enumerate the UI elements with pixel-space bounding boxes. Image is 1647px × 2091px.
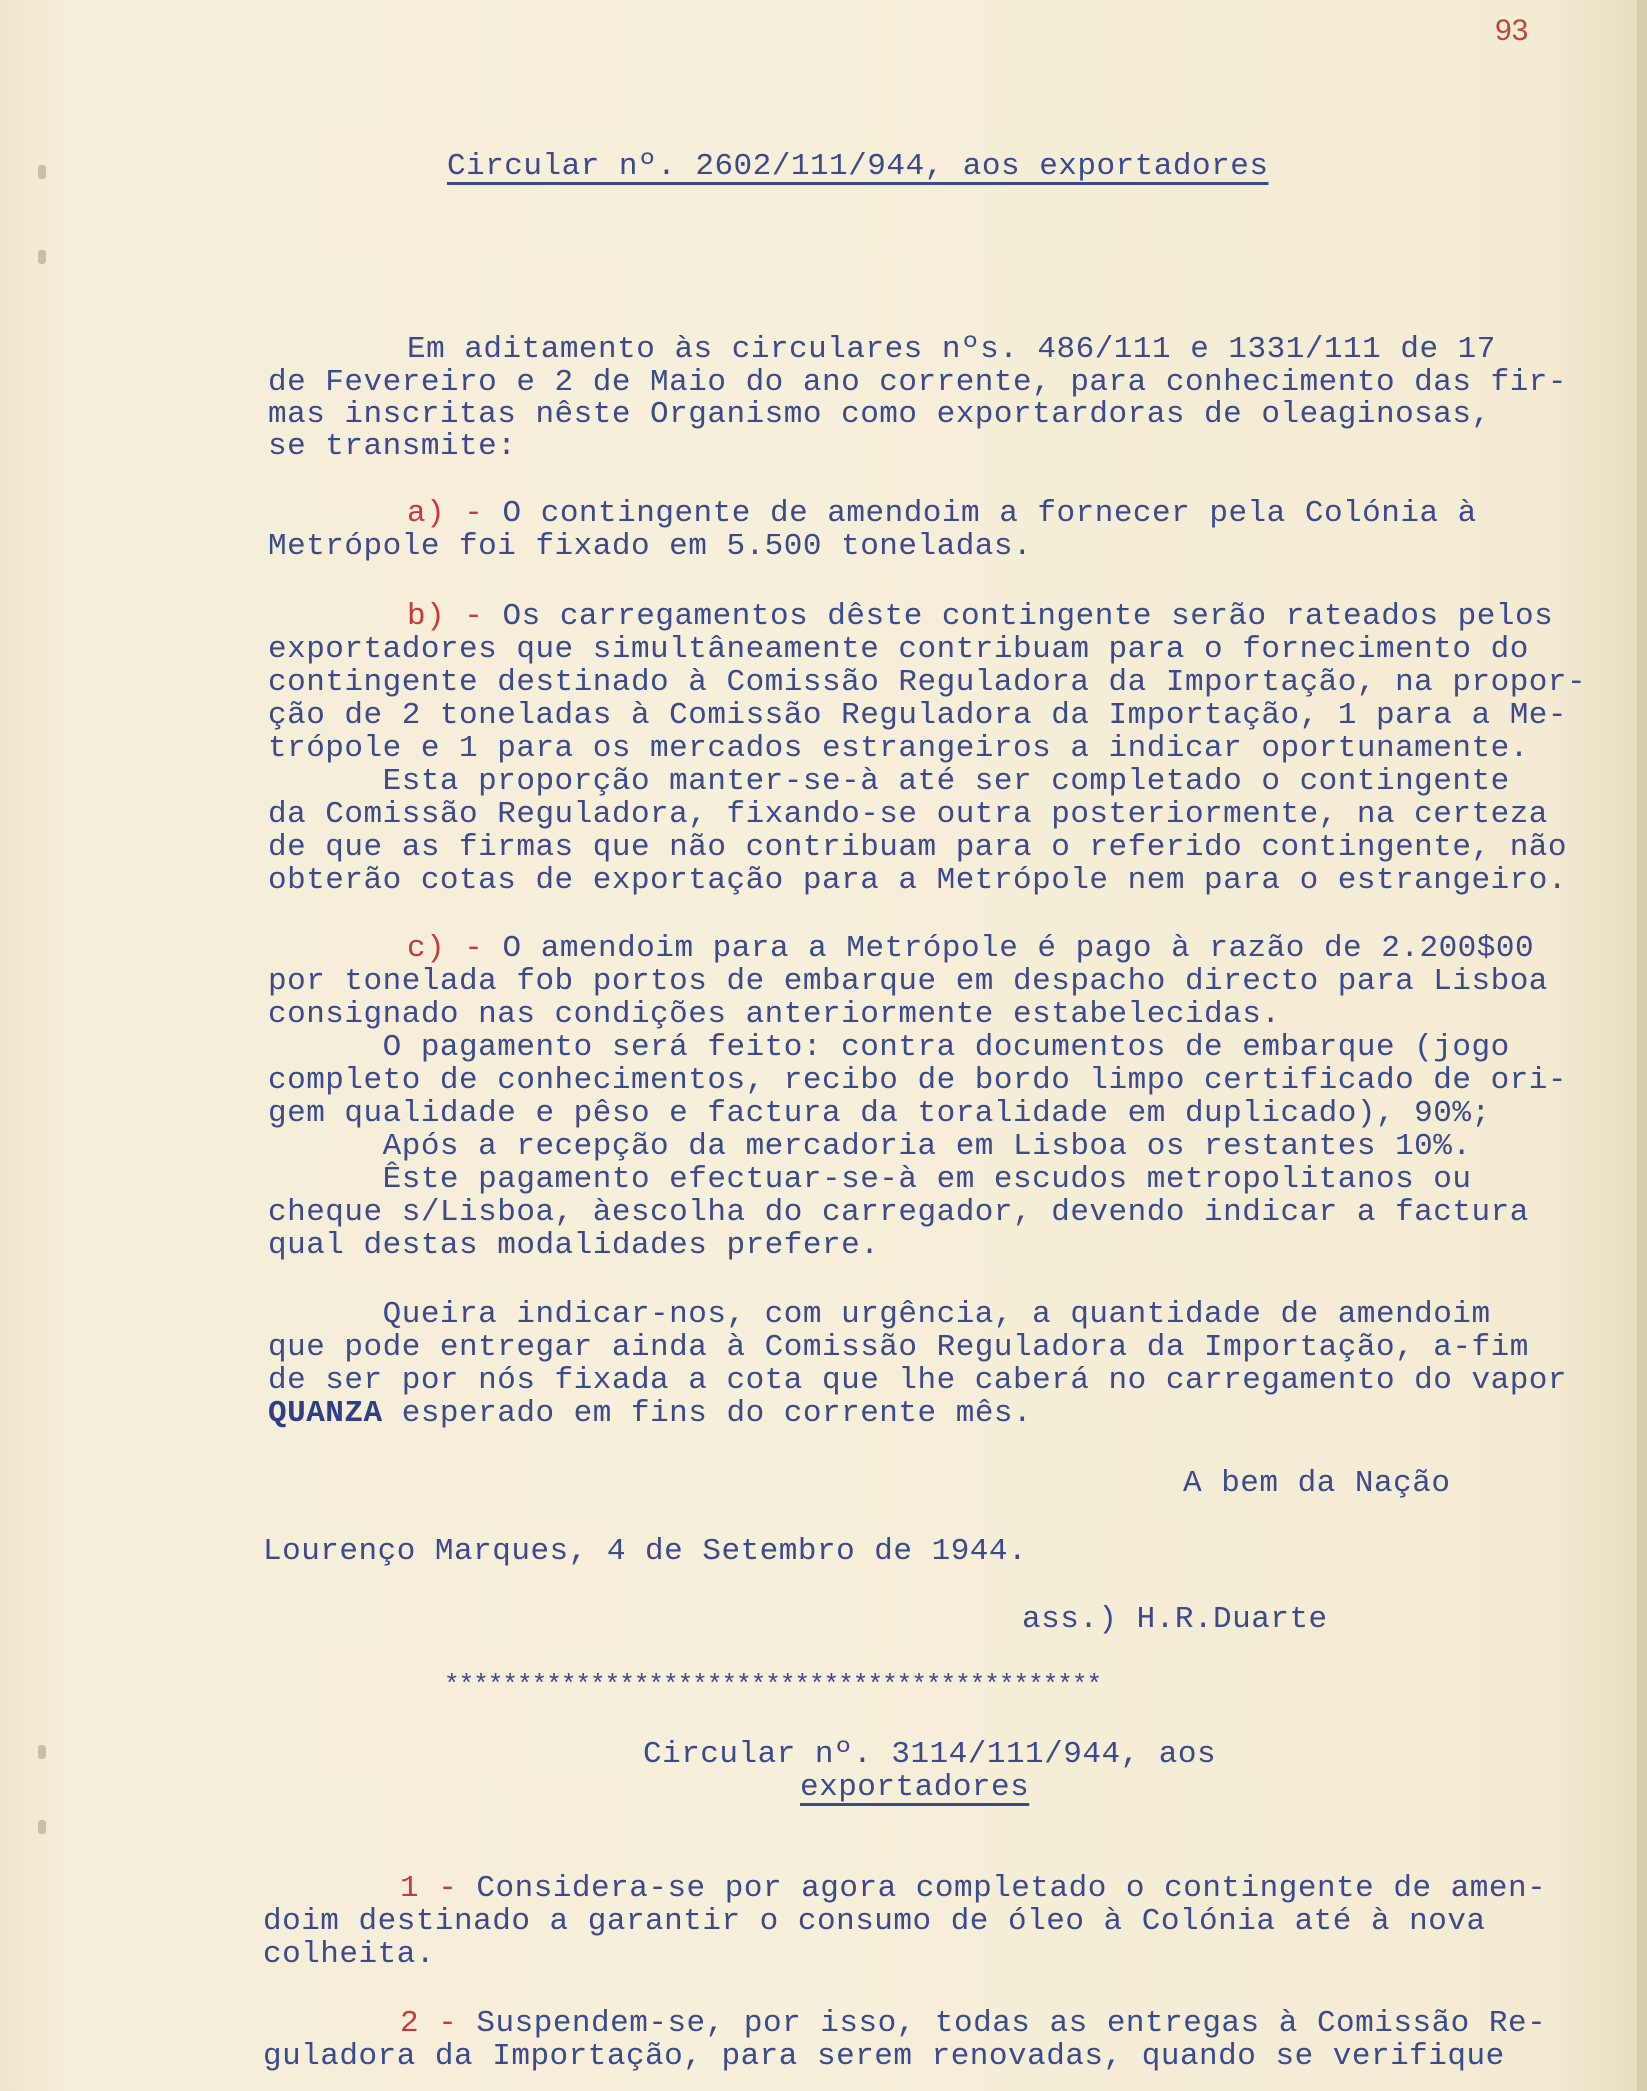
item-b-line: obterão cotas de exportação para a Metrópole nem para o estrangeiro. [268, 863, 1568, 898]
page-number: 93 [1495, 14, 1529, 47]
item-a-line: Metrópole foi fixado em 5.500 toneladas. [268, 529, 1033, 564]
intro-line: Em aditamento às circulares nºs. 486/111 e 1331/111 de 17 [407, 332, 1496, 367]
item-b-line: de que as firmas que não contribuam para o referido contingente, não [268, 830, 1568, 865]
item-b-line: exportadores que simultâneamente contribuam para o fornecimento do [268, 632, 1529, 667]
item-c-line: Êste pagamento efectuar-se-à em escudos metropolitanos ou [268, 1162, 1472, 1197]
salutation: A bem da Nação [1183, 1466, 1451, 1501]
item-b-line: trópole e 1 para os mercados estrangeiros a indicar oportunamente. [268, 731, 1529, 766]
circular2-title: Circular nº. 3114/111/944, aos [643, 1737, 1217, 1772]
item-c-line: Após a recepção da mercadoria em Lisboa os restantes 10%. [268, 1129, 1472, 1164]
intro-line: mas inscritas nêste Organismo como exportardoras de oleaginosas, [268, 397, 1491, 432]
item-2-line: guladora da Importação, para serem renovadas, quando se verifique [263, 2039, 1505, 2074]
item-1-label: 1 - [400, 1871, 458, 1906]
intro-line: se transmite: [268, 429, 517, 464]
item-1-first-line: 1 - Considera-se por agora completado o contingente de amen- [400, 1871, 1547, 1906]
item-b-line: contingente destinado à Comissão Reguladora da Importação, na propor- [268, 665, 1587, 700]
item-1-line: colheita. [263, 1937, 435, 1972]
item-c-line: gem qualidade e pêso e factura da toralidade em duplicado), 90%; [268, 1096, 1491, 1131]
item-c-line: por tonelada fob portos de embarque em despacho directo para Lisboa [268, 964, 1548, 999]
signature: ass.) H.R.Duarte [1022, 1602, 1328, 1637]
circular2-title-underlined: exportadores [800, 1770, 1030, 1805]
closing-line: de ser por nós fixada a cota que lhe caberá no carregamento do vapor [268, 1363, 1568, 1398]
item-b-first-line: b) - Os carregamentos dêste contingente serão rateados pelos [407, 599, 1554, 634]
closing-last-line: QUANZA esperado em fins do corrente mês. [268, 1396, 1033, 1431]
item-2-first-line: 2 - Suspendem-se, por isso, todas as entregas à Comissão Re- [400, 2006, 1547, 2041]
item-b-label: b) - [407, 599, 484, 634]
place-date: Lourenço Marques, 4 de Setembro de 1944. [263, 1534, 1028, 1569]
closing-line: que pode entregar ainda à Comissão Reguladora da Importação, a-fim [268, 1330, 1529, 1365]
item-b-line: da Comissão Reguladora, fixando-se outra posteriormente, na certeza [268, 797, 1548, 832]
item-c-first-line: c) - O amendoim para a Metrópole é pago à razão de 2.200$00 [407, 931, 1535, 966]
item-a-label: a) - [407, 496, 484, 531]
closing-line: Queira indicar-nos, com urgência, a quantidade de amendoim [268, 1297, 1491, 1332]
item-b-line: ção de 2 toneladas à Comissão Reguladora da Importação, 1 para a Me- [268, 698, 1568, 733]
item-c-line: qual destas modalidades prefere. [268, 1228, 880, 1263]
separator: ********************************************* [444, 1670, 1102, 1700]
item-c-label: c) - [407, 931, 484, 966]
item-c-line: cheque s/Lisboa, àescolha do carregador, devendo indicar a factura [268, 1195, 1529, 1230]
page-edge [1637, 0, 1647, 2091]
item-2-label: 2 - [400, 2006, 458, 2041]
item-b-line: Esta proporção manter-se-à até ser completado o contingente [268, 764, 1510, 799]
item-c-line: O pagamento será feito: contra documentos de embarque (jogo [268, 1030, 1510, 1065]
circular1-title: Circular nº. 2602/111/944, aos exportadores [447, 149, 1269, 184]
item-c-line: completo de conhecimentos, recibo de bordo limpo certificado de ori- [268, 1063, 1568, 1098]
intro-line: de Fevereiro e 2 de Maio do ano corrente, para conhecimento das fir- [268, 365, 1568, 400]
ship-name: QUANZA [268, 1396, 383, 1431]
item-a-first-line: a) - O contingente de amendoim a fornecer pela Colónia à [407, 496, 1477, 531]
item-1-line: doim destinado a garantir o consumo de óleo à Colónia até à nova [263, 1904, 1486, 1939]
item-c-line: consignado nas condições anteriormente estabelecidas. [268, 997, 1281, 1032]
